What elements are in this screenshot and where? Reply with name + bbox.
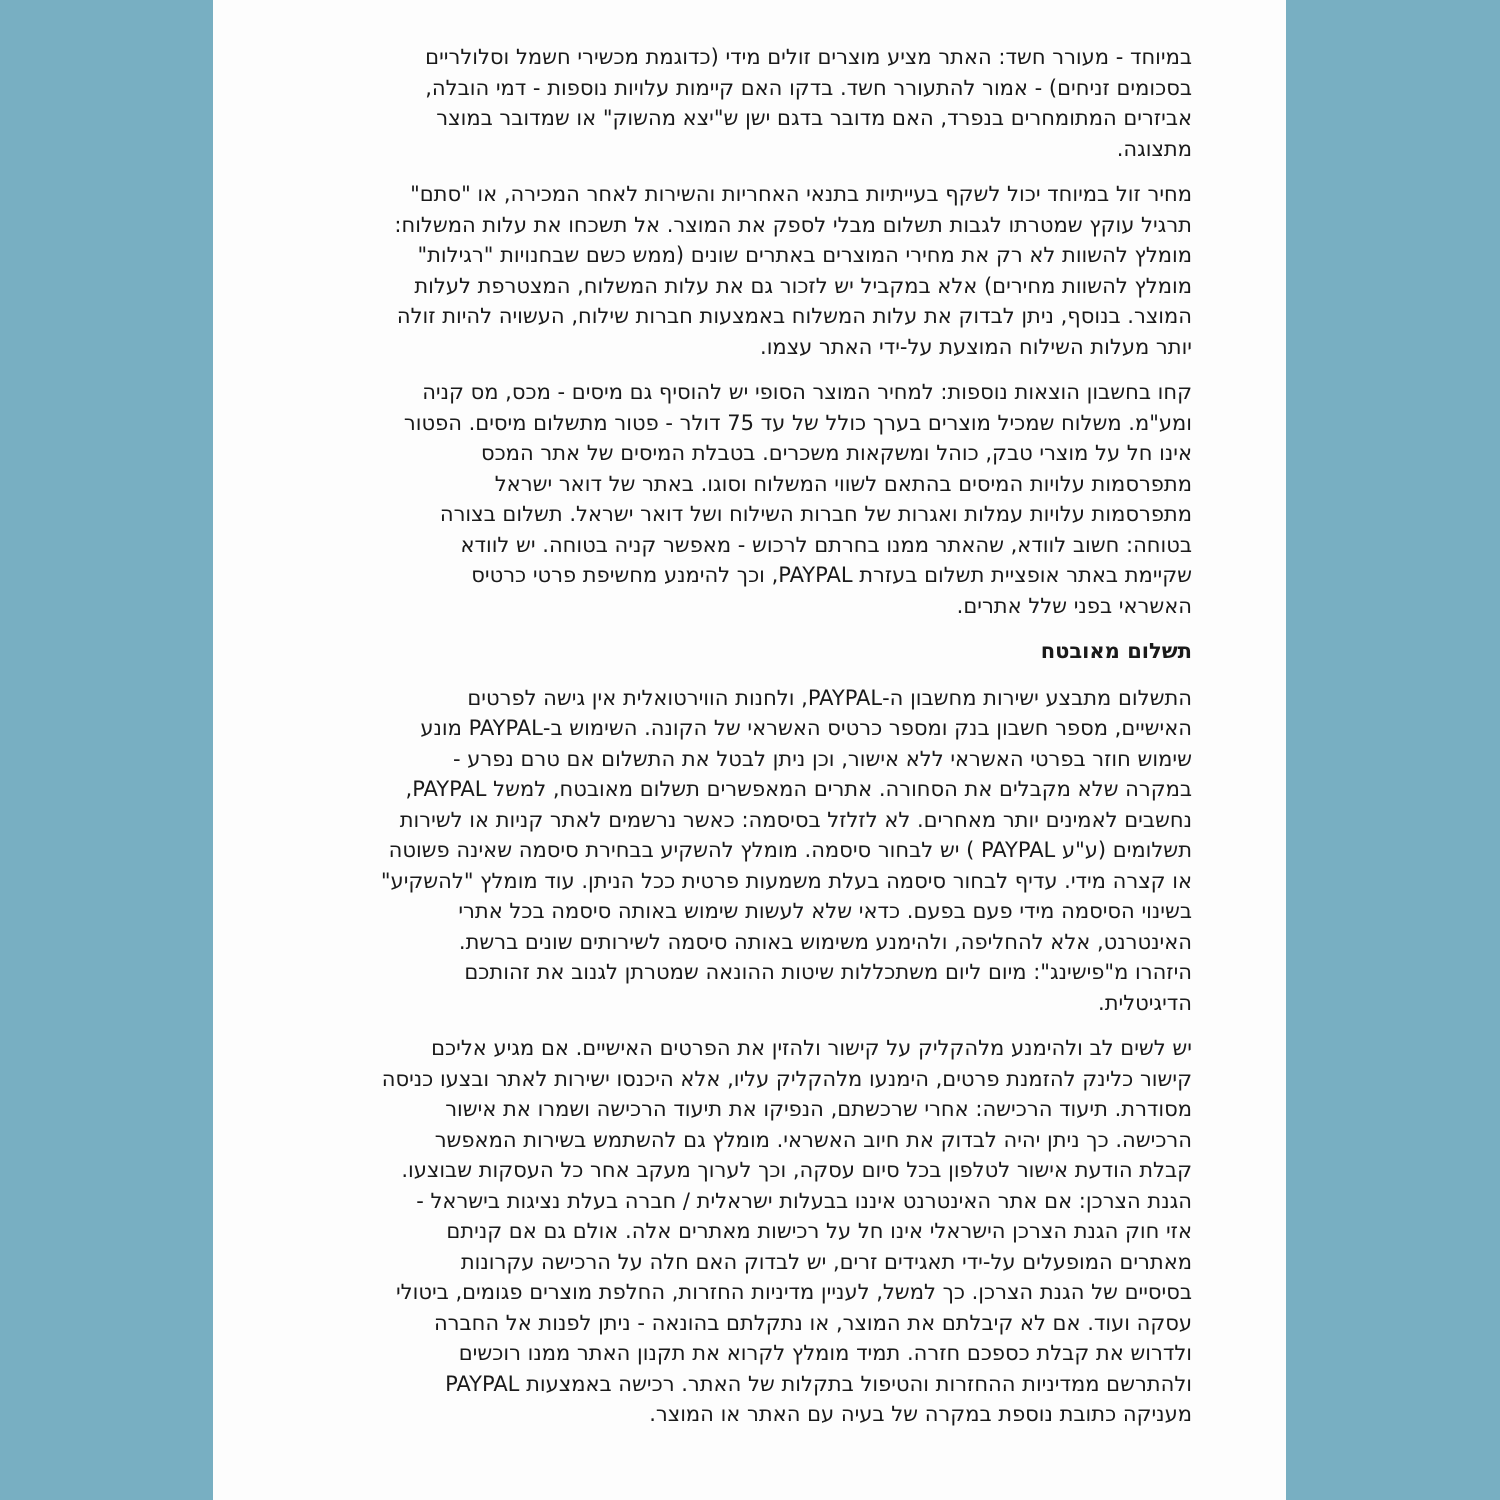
text-line: בטוחה: חשוב לוודא, שהאתר ממנו בחרתם לרכוש - מאפשר קניה בטוחה. יש לוודא — [460, 532, 1192, 557]
text-line: קישור כלינק להזמנת פרטים, הימנעו מלהקליק עליו, אלא היכנסו ישירות לאתר ובצעו כניסה — [381, 1066, 1192, 1091]
text-line: אביזרים המתומחרים בנפרד, האם מדובר בדגם ישן ש"יצא מהשוק" או שמדובר במוצר — [436, 106, 1192, 130]
text-line: הדיגיטלית. — [1098, 990, 1192, 1015]
text-line: עסקה ועוד. אם לא קיבלתם את המוצר, או נתקלתם בהונאה - ניתן לפנות אל החברה — [433, 1310, 1192, 1335]
document-body — [213, 42, 1192, 1445]
text-line: מאתרים המופעלים על-ידי תאגידים זרים, יש לבדוק האם חלה על הרכישה עקרונות — [460, 1249, 1192, 1274]
text-line: הרכישה. כך ניתן יהיה לבדוק את חיוב האשראי. מומלץ גם להשתמש בשירות המאפשר — [434, 1127, 1192, 1152]
text-line: בסכומים זניחים) - אמור להתעורר חשד. בדקו האם קיימות עלויות נוספות - דמי הובלה, — [425, 75, 1192, 100]
text-line: הגנת הצרכן: אם אתר האינטרנט איננו בבעלות ישראלית / חברה בעלת נציגות בישראל - — [416, 1188, 1192, 1213]
text-line: מומלץ להשוות מחירים) אלא במקביל יש לזכור גם את עלות המשלוח, המצטרפת לעלות — [414, 273, 1192, 298]
text-line: המוצר. בנוסף, ניתן לבדוק את עלות המשלוח באמצעות חברות שילוח, העשויה להיות זולה — [396, 304, 1192, 328]
text-line: בשינוי הסיסמה מידי פעם בפעם. כדאי שלא לעשות שימוש באותה סיסמה בכל אתרי — [458, 899, 1192, 923]
text-line: אזי חוק הגנת הצרכן הישראלי אינו חל על רכישות מאתרים אלה. אולם גם אם קניתם — [446, 1219, 1192, 1243]
text-line: האינטרנט, אלא להחליפה, ולהימנע משימוש באותה סיסמה לשירותים שונים ברשת. — [458, 929, 1192, 954]
text-line: מחיר זול במיוחד יכול לשקף בעייתיות בתנאי האחריות והשירות לאחר המכירה, או "סתם" — [410, 182, 1192, 206]
text-line: במיוחד - מעורר חשד: האתר מציע מוצרים זולים מידי (כדוגמת מכשירי חשמל וסלולריים — [425, 45, 1192, 69]
text-line: היזהרו מ"פישינג": מיום ליום משתכללות שיטות ההונאה שמטרתן לגנוב את זהותכם — [464, 960, 1192, 984]
text-line: בסיסיים של הגנת הצרכן. כך למשל, לעניין מדיניות החזרות, החלפת מוצרים פגומים, ביטולי — [395, 1280, 1192, 1304]
text-line: תשלומים (ע"ע PAYPAL ) יש לבחור סיסמה. מומלץ להשקיע בבחירת סיסמה שאינה פשוטה — [388, 838, 1192, 862]
text-line: במקרה שלא מקבלים את הסחורה. אתרים המאפשרים תשלום מאובטח, למשל PAYPAL, — [405, 777, 1192, 801]
text-line: יותר מעלות השילוח המוצעת על-ידי האתר עצמו. — [760, 334, 1192, 359]
text-line: תרגיל עוקץ שמטרתו לגבות תשלום מבלי לספק את המוצר. אל תשכחו את עלות המשלוח: — [394, 212, 1192, 237]
text-line: ומע"מ. משלוח שמכיל מוצרים בערך כולל של עד 75 דולר - פטור מתשלום מיסים. הפטור — [403, 410, 1192, 435]
text-line: האשראי בפני שלל אתרים. — [956, 593, 1192, 618]
text-line: האישיים, מספר חשבון בנק ומספר כרטיס האשראי של הקונה. השימוש ב-PAYPAL מונע — [420, 716, 1192, 740]
paragraph-suspicious-price — [213, 42, 1192, 164]
document-page — [213, 0, 1286, 1500]
text-line: ולדרוש את קבלת כספכם חזרה. תמיד מומלץ לקרוא את תקנון האתר ממנו רוכשים — [458, 1341, 1192, 1365]
text-line: מתפרסמות עלויות עמלות ואגרות של חברות השילוח ושל דואר ישראל. תשלום בצורה — [439, 502, 1192, 526]
text-line: שימוש חוזר בפרטי האשראי ללא אישור, וכן ניתן לבטל את התשלום אם טרם נפרע - — [453, 746, 1192, 771]
text-line: נחשבים לאמינים יותר מאחרים. לא לזלזל בסיסמה: כאשר נרשמים לאתר קניות או לשירות — [399, 807, 1192, 832]
text-line: מסודרת. תיעוד הרכישה: אחרי שרכשתם, הנפיקו את תיעוד הרכישה ושמרו את אישור — [445, 1097, 1192, 1121]
paragraph-shipping-cost — [213, 179, 1192, 362]
text-line: התשלום מתבצע ישירות מחשבון ה-PAYPAL, ולחנות הווירטואלית אין גישה לפרטים — [467, 685, 1192, 710]
text-line: מתצוגה. — [1116, 136, 1192, 161]
text-line: קבלת הודעת אישור לטלפון בכל סיום עסקה, וכך לערוך מעקב אחר כל העסקות שבוצעו. — [401, 1158, 1192, 1182]
paragraph-extra-expenses — [213, 377, 1192, 621]
text-line: מומלץ להשוות לא רק את מחירי המוצרים באתרים שונים (ממש כשם שבחנויות "רגילות" — [417, 243, 1192, 267]
paragraph-phishing-consumer — [213, 1033, 1192, 1430]
text-line: מתפרסמות עלויות המיסים בהתאם לשווי המשלוח וסוגו. באתר של דואר ישראל — [494, 471, 1192, 496]
text-line: שקיימת באתר אופציית תשלום בעזרת PAYPAL, וכך להימנע מחשיפת פרטי כרטיס — [471, 563, 1192, 587]
text-line: אינו חל על מוצרי טבק, כוהל ומשקאות משכרים. בטבלת המיסים של אתר המכס — [480, 441, 1192, 465]
text-line: או קצרה מידי. עדיף לבחור סיסמה בעלת משמעות פרטית ככל הניתן. עוד מומלץ "להשקיע" — [380, 868, 1192, 893]
text-line: מעניקה כתובת נוספת במקרה של בעיה עם האתר או המוצר. — [649, 1402, 1192, 1426]
paragraph-secure-payment — [213, 683, 1192, 1019]
section-heading: תשלום מאובטח — [1040, 639, 1192, 663]
text-line: ולהתרשם ממדיניות ההחזרות והטיפול בתקלות של האתר. רכישה באמצעות PAYPAL — [445, 1371, 1192, 1396]
text-line: יש לשים לב ולהימנע מלהקליק על קישור ולהזין את הפרטים האישיים. אם מגיע אליכם — [431, 1036, 1192, 1060]
text-line: קחו בחשבון הוצאות נוספות: למחיר המוצר הסופי יש להוסיף גם מיסים - מכס, מס קניה — [422, 380, 1192, 404]
